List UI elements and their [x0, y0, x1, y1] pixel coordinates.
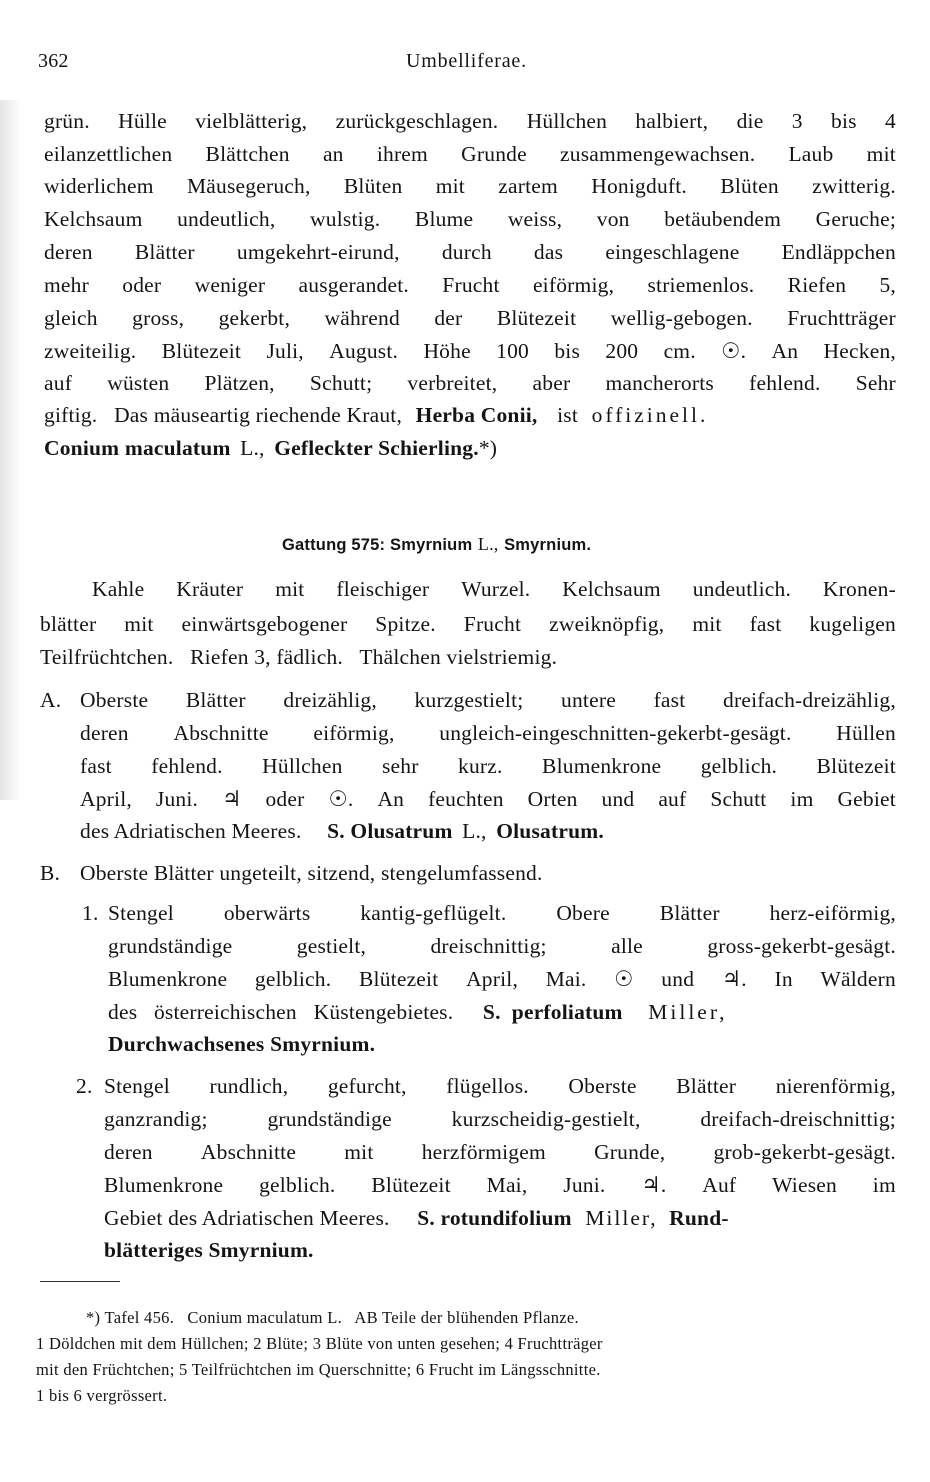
word: Oberste: [568, 1074, 637, 1098]
word: mit: [692, 612, 722, 636]
word: mit: [124, 612, 154, 636]
word: Riefen: [787, 273, 847, 297]
word: eingeschlagene: [605, 240, 740, 264]
species-author: L.,: [462, 819, 487, 843]
text-line: [92, 576, 896, 602]
word: zurückgeschlagen.: [335, 109, 499, 133]
text-line: [44, 206, 896, 232]
word: Hüllen: [836, 721, 896, 745]
word: Abschnitte: [200, 1140, 297, 1164]
word: 4: [885, 109, 896, 133]
word: Blütezeit: [371, 1173, 451, 1197]
word: grundständige: [267, 1107, 392, 1131]
text-span: des österreichischen Küstengebietes.: [108, 1000, 454, 1024]
word: dreifach-dreischnittig;: [700, 1107, 896, 1131]
word: Blütezeit: [496, 306, 577, 330]
word: Blütezeit: [358, 967, 439, 991]
word: mehr: [44, 273, 89, 297]
word: Kräuter: [176, 577, 244, 601]
word: ♃.: [721, 967, 747, 991]
page-number: 362: [38, 50, 69, 72]
word: Oberste: [80, 688, 149, 712]
word: rundlich,: [209, 1074, 289, 1098]
key-item-number: 1.: [82, 901, 99, 925]
text-line: [44, 239, 896, 265]
word: 5,: [879, 273, 896, 297]
word: Fruchtträger: [787, 306, 896, 330]
word: Geruche;: [815, 207, 896, 231]
text-line: [108, 999, 728, 1025]
word: Mai.: [545, 967, 587, 991]
word: auf: [658, 787, 687, 811]
word: undeutlich,: [177, 207, 276, 231]
word: Kronen-: [822, 577, 896, 601]
word: Blätter: [185, 688, 246, 712]
word: Endläppchen: [781, 240, 896, 264]
word: ♃: [222, 787, 242, 811]
text-line: [44, 141, 896, 167]
word: fast: [80, 754, 112, 778]
word: mit: [275, 577, 305, 601]
word: blätter: [40, 612, 97, 636]
running-title: Umbelliferae.: [406, 50, 527, 72]
word: wüsten: [107, 371, 170, 395]
word: Blumenkrone: [542, 754, 662, 778]
text-line: [108, 900, 896, 926]
text-line: [80, 818, 604, 844]
text-line: [80, 753, 896, 779]
word: Kelchsaum: [562, 577, 661, 601]
species-latin-name: S. perfoliatum: [482, 1000, 623, 1024]
word: kugeligen: [809, 612, 896, 636]
word: feuchten: [428, 787, 504, 811]
text-line: [40, 611, 896, 637]
word: bis: [831, 109, 857, 133]
word: bis: [554, 339, 581, 363]
word: umgekehrt-eirund,: [236, 240, 400, 264]
word: zwitterig.: [812, 174, 896, 198]
word: An: [771, 339, 799, 363]
species-common-name: Rund-: [669, 1206, 729, 1230]
text-line: [44, 272, 896, 298]
text-line: [104, 1205, 729, 1231]
word: Mai,: [486, 1173, 528, 1197]
word: Blätter: [659, 901, 720, 925]
word: ☉.: [328, 787, 354, 811]
word: Blüten: [343, 174, 403, 198]
text-line: [104, 1073, 896, 1099]
word: gross,: [132, 306, 185, 330]
word: und: [661, 967, 695, 991]
word: eiförmig,: [532, 273, 615, 297]
word: halbiert,: [635, 109, 709, 133]
word: August.: [329, 339, 399, 363]
word: oberwärts: [223, 901, 311, 925]
text-line: [108, 966, 896, 992]
species-name-line: [44, 435, 497, 461]
word: aber: [532, 371, 571, 395]
word: ganzrandig;: [104, 1107, 208, 1131]
word: Laub: [788, 142, 834, 166]
word: striemenlos.: [647, 273, 755, 297]
word: Blumenkrone: [104, 1173, 224, 1197]
word: ungleich-eingeschnitten-gekerbt-gesägt.: [439, 721, 792, 745]
word: wellig-gebogen.: [610, 306, 753, 330]
text-span: des Adriatischen Meeres.: [80, 819, 302, 843]
word: Wäldern: [820, 967, 896, 991]
species-common-name: blätteriges Smyrnium.: [104, 1238, 314, 1262]
word: kurzgestielt;: [414, 688, 524, 712]
word: Wiesen: [772, 1173, 837, 1197]
text-span: giftig. Das mäuseartig riechende Kraut,: [44, 403, 403, 427]
word: kantig-geflügelt.: [360, 901, 507, 925]
word: Blätter: [134, 240, 195, 264]
word: dreizählig,: [283, 688, 377, 712]
word: durch: [441, 240, 492, 264]
word: betäubendem: [664, 207, 782, 231]
word: zweiteilig.: [44, 339, 137, 363]
word: Schutt: [710, 787, 767, 811]
word: auf: [44, 371, 73, 395]
drug-name: Herba Conii,: [415, 403, 538, 427]
word: Gebiet: [837, 787, 896, 811]
species-common-name: Olusatrum.: [496, 819, 604, 843]
word: flügellos.: [446, 1074, 529, 1098]
word: während: [324, 306, 400, 330]
text-line: [44, 108, 896, 134]
word: fehlend.: [749, 371, 821, 395]
word: Obere: [556, 901, 610, 925]
species-author: Miller,: [648, 1000, 728, 1024]
word: Mäusegeruch,: [186, 174, 311, 198]
word: im: [790, 787, 814, 811]
word: grob-gekerbt-gesägt.: [713, 1140, 896, 1164]
word: fehlend.: [151, 754, 223, 778]
species-latin-name: S. rotundifolium: [417, 1206, 572, 1230]
footnote-rule: [40, 1281, 120, 1282]
word: fleischiger: [336, 577, 430, 601]
word: deren: [80, 721, 129, 745]
word: Blumenkrone: [108, 967, 228, 991]
word: untere: [561, 688, 616, 712]
word: Blätter: [676, 1074, 737, 1098]
word: weniger: [194, 273, 266, 297]
species-author: L.,: [240, 436, 265, 460]
word: Höhe: [423, 339, 471, 363]
word: Hüllchen: [262, 754, 343, 778]
word: gross-gekerbt-gesägt.: [707, 934, 896, 958]
text-line: [44, 173, 896, 199]
word: gelblich.: [259, 1173, 336, 1197]
word: 3: [791, 109, 803, 133]
footnote-line: 1 Döldchen mit dem Hüllchen; 2 Blüte; 3 Blüte von unten gesehen; 4 Fruchtträger: [36, 1334, 603, 1353]
word: gelblich.: [254, 967, 332, 991]
word: mit: [435, 174, 465, 198]
text-span: ist: [557, 403, 578, 427]
word: dreifach-dreizählig,: [723, 688, 896, 712]
text-line: [108, 933, 896, 959]
word: Hecken,: [823, 339, 896, 363]
word: zweiknöpfig,: [549, 612, 665, 636]
footnote-marker: *): [478, 436, 498, 460]
word: mit: [344, 1140, 374, 1164]
genus-heading: [282, 530, 591, 558]
word: deren: [104, 1140, 153, 1164]
word: Abschnitte: [173, 721, 269, 745]
word: wulstig.: [310, 207, 381, 231]
word: fast: [749, 612, 782, 636]
text-line: [104, 1172, 896, 1198]
species-latin-name: Conium maculatum: [44, 436, 231, 460]
species-latin-name: S. Olusatrum: [327, 819, 453, 843]
word: eilanzettlichen: [44, 142, 173, 166]
word: alle: [611, 934, 643, 958]
word: Stengel: [108, 901, 174, 925]
word: Honigduft.: [591, 174, 688, 198]
word: deren: [44, 240, 93, 264]
text-span: Gebiet des Adriatischen Meeres.: [104, 1206, 390, 1230]
word: In: [774, 967, 793, 991]
word: ihrem: [376, 142, 428, 166]
word: gleich: [44, 306, 98, 330]
genus-heading-name: Smyrnium.: [504, 536, 592, 554]
word: Blättchen: [205, 142, 290, 166]
word: Grunde: [461, 142, 527, 166]
word: Frucht: [442, 273, 500, 297]
word: Kahle: [92, 577, 145, 601]
word: dreischnittig;: [430, 934, 547, 958]
word: Sehr: [855, 371, 896, 395]
text-line: Oberste Blätter ungeteilt, sitzend, stengelumfassend.: [80, 861, 543, 885]
word: oder: [122, 273, 162, 297]
word: nierenförmig,: [775, 1074, 896, 1098]
word: gekerbt,: [218, 306, 291, 330]
key-item-number: 2.: [76, 1074, 93, 1098]
word: eiförmig,: [313, 721, 395, 745]
word: herzförmigem: [421, 1140, 546, 1164]
genus-heading-text: Gattung 575: Smyrnium: [282, 536, 473, 554]
species-common-name: Durchwachsenes Smyrnium.: [108, 1032, 376, 1056]
word: 100: [496, 339, 530, 363]
word: Kelchsaum: [44, 207, 143, 231]
word: verbreitet,: [407, 371, 498, 395]
word: einwärtsgebogener: [181, 612, 348, 636]
text-line: [44, 402, 708, 428]
word: Juni.: [155, 787, 199, 811]
word: kurz.: [458, 754, 503, 778]
key-label-a: A.: [40, 688, 62, 712]
word: herz-eiförmig,: [769, 901, 896, 925]
footnote-line: *) Tafel 456. Conium maculatum L. AB Teile der blühenden Pflanze.: [86, 1308, 579, 1327]
text-line: [104, 1139, 896, 1165]
word: gelblich.: [700, 754, 778, 778]
word: 200: [605, 339, 639, 363]
text-line: [104, 1237, 314, 1263]
word: Stengel: [104, 1074, 170, 1098]
word: oder: [265, 787, 305, 811]
word: Hüllchen: [526, 109, 608, 133]
text-span: offizinell.: [591, 403, 709, 427]
word: zusammengewachsen.: [560, 142, 756, 166]
text-line: [80, 687, 896, 713]
word: die: [736, 109, 764, 133]
word: mit: [866, 142, 896, 166]
word: ☉: [614, 967, 634, 991]
word: Wurzel.: [461, 577, 531, 601]
species-author: Miller,: [585, 1206, 658, 1230]
word: gestielt,: [296, 934, 367, 958]
word: zartem: [498, 174, 558, 198]
word: Blüten: [720, 174, 779, 198]
word: Blütezeit: [816, 754, 896, 778]
word: widerlichem: [44, 174, 154, 198]
word: grün.: [44, 109, 90, 133]
word: mancherorts: [605, 371, 714, 395]
word: ♃.: [641, 1173, 667, 1197]
word: Blume: [414, 207, 474, 231]
footnote-line: 1 bis 6 vergrössert.: [36, 1386, 168, 1405]
word: April,: [466, 967, 519, 991]
text-line: Teilfrüchtchen. Riefen 3, fädlich. Thälchen vielstriemig.: [40, 645, 558, 669]
word: undeutlich.: [692, 577, 792, 601]
word: der: [434, 306, 463, 330]
word: fast: [653, 688, 686, 712]
word: gefurcht,: [327, 1074, 407, 1098]
word: Orten: [527, 787, 578, 811]
word: sehr: [381, 754, 419, 778]
genus-author: L.,: [477, 534, 499, 554]
key-label-b: B.: [40, 861, 61, 885]
text-line: [44, 305, 896, 331]
word: April,: [80, 787, 132, 811]
word: Juni.: [563, 1173, 606, 1197]
footnote-line: mit den Früchtchen; 5 Teilfrüchtchen im Querschnitte; 6 Frucht im Längsschnitte.: [36, 1360, 601, 1379]
text-line: [44, 338, 896, 364]
word: im: [872, 1173, 896, 1197]
word: Grunde,: [594, 1140, 666, 1164]
word: Juli,: [266, 339, 304, 363]
word: Blütezeit: [161, 339, 242, 363]
word: Hülle: [118, 109, 167, 133]
species-common-name: Gefleckter Schierling.: [274, 436, 479, 460]
word: Schutt;: [309, 371, 373, 395]
word: Frucht: [463, 612, 522, 636]
word: cm.: [663, 339, 696, 363]
word: vielblätterig,: [195, 109, 308, 133]
word: an: [322, 142, 344, 166]
word: An: [377, 787, 405, 811]
word: von: [596, 207, 630, 231]
word: und: [601, 787, 635, 811]
text-line: [44, 370, 896, 396]
page-edge-shadow: [0, 100, 22, 800]
word: weiss,: [507, 207, 563, 231]
word: Plätzen,: [204, 371, 275, 395]
word: Auf: [702, 1173, 737, 1197]
text-line: [80, 786, 896, 812]
word: das: [533, 240, 564, 264]
text-line: [80, 720, 896, 746]
text-line: [104, 1106, 896, 1132]
text-line: [108, 1031, 375, 1057]
word: ☉.: [721, 339, 747, 363]
word: Spitze.: [375, 612, 436, 636]
word: ausgerandet.: [298, 273, 409, 297]
word: kurzscheidig-gestielt,: [451, 1107, 641, 1131]
word: grundständige: [108, 934, 233, 958]
